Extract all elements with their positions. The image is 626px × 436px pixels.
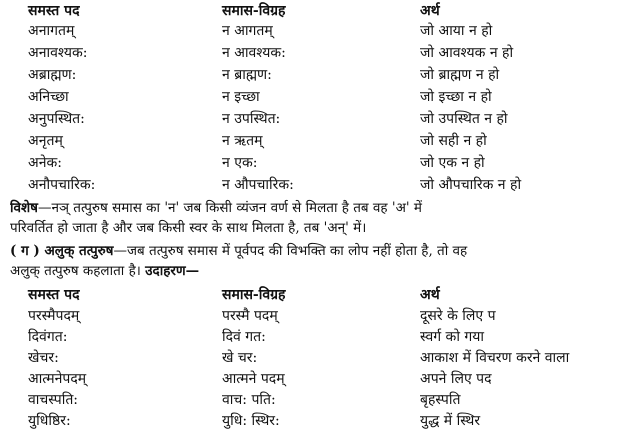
header-samas-vigrah: समास-विग्रह <box>222 287 286 303</box>
samast-pad: अनुपस्थित: <box>28 111 85 127</box>
aluk-label: ( ग ) अलुक् तत्पुरुष <box>10 243 114 259</box>
table-row <box>0 176 626 195</box>
samast-pad: अनेक: <box>28 155 62 171</box>
table-row <box>0 370 626 389</box>
example-label: उदाहरण— <box>145 263 200 279</box>
samast-pad: खेचर: <box>28 350 59 366</box>
table-row <box>0 307 626 326</box>
table-row <box>0 349 626 368</box>
aluk-definition-line1 <box>10 241 620 261</box>
table-row <box>0 412 626 431</box>
arth: युद्ध में स्थिर <box>420 413 481 429</box>
samas-vigrah: न एक: <box>222 155 258 171</box>
samas-vigrah: न ऋतम् <box>222 133 263 149</box>
table-row <box>0 44 626 63</box>
arth: जो एक न हो <box>420 155 485 171</box>
vishesh-text-1: —नञ् तत्पुरुष समास का 'न' जब किसी व्यंजन वर्ण से मिलता है तब वह 'अ' में <box>38 200 422 216</box>
arth: जो आवश्यक न हो <box>420 45 514 61</box>
samas-vigrah: न उपस्थित: <box>222 111 281 127</box>
samas-vigrah: न आवश्यक: <box>222 45 286 61</box>
samas-vigrah: न आगतम् <box>222 23 273 39</box>
samast-pad: वाचस्पति: <box>28 392 79 408</box>
samas-vigrah: न ब्राह्मण: <box>222 67 272 83</box>
header-samas-vigrah: समास-विग्रह <box>222 3 286 19</box>
arth: जो औपचारिक न हो <box>420 177 522 193</box>
samast-pad: अनौपचारिक: <box>28 177 96 193</box>
samast-pad: अनृतम् <box>28 133 63 149</box>
samast-pad: अनिच्छा <box>28 89 69 105</box>
table-row <box>0 22 626 41</box>
arth: जो इच्छा न हो <box>420 89 492 105</box>
vishesh-text-2: परिवर्तित हो जाता है और जब किसी स्वर के साथ मिलता है, तब 'अन्' में। <box>10 220 367 236</box>
arth: बृहस्पति <box>420 392 461 408</box>
arth: जो ब्राह्मण न हो <box>420 67 500 83</box>
samas-vigrah: खे चर: <box>222 350 258 366</box>
table-row <box>0 66 626 85</box>
table1-header <box>0 2 626 21</box>
arth: आकाश में विचरण करने वाला <box>420 350 570 366</box>
samast-pad: अनावश्यक: <box>28 45 88 61</box>
samas-vigrah: आत्मने पदम् <box>222 371 285 387</box>
vishesh-note-line2 <box>10 218 620 238</box>
samast-pad: दिवंगत: <box>28 329 68 345</box>
aluk-text-1: —जब तत्पुरुष समास में पूर्वपद की विभक्ति का लोप नहीं होता है, तो वह <box>113 243 468 259</box>
samas-vigrah: न औपचारिक: <box>222 177 294 193</box>
samas-vigrah: वाच: पति: <box>222 392 276 408</box>
samas-vigrah: युधि: स्थिर: <box>222 413 280 429</box>
samast-pad: अब्राह्मण: <box>28 67 77 83</box>
arth: जो सही न हो <box>420 133 487 149</box>
samas-vigrah: दिवं गत: <box>222 329 266 345</box>
samast-pad: आत्मनेपदम् <box>28 371 87 387</box>
header-samast-pad: समस्त पद <box>28 287 80 303</box>
aluk-definition-line2 <box>10 261 620 281</box>
samast-pad: अनागतम् <box>28 23 75 39</box>
table2-header <box>0 286 626 305</box>
arth: स्वर्ग को गया <box>420 329 485 345</box>
header-samast-pad: समस्त पद <box>28 3 80 19</box>
vishesh-note-line1 <box>10 198 620 218</box>
samas-vigrah: न इच्छा <box>222 89 260 105</box>
arth: जो उपस्थित न हो <box>420 111 508 127</box>
table-row <box>0 88 626 107</box>
table-row <box>0 391 626 410</box>
aluk-text-2: अलुक् तत्पुरुष कहलाता है। <box>10 263 141 279</box>
samast-pad: युधिष्ठिर: <box>28 413 71 429</box>
header-arth: अर्थ <box>420 287 440 303</box>
table-row <box>0 154 626 173</box>
arth: जो आया न हो <box>420 23 493 39</box>
arth: अपने लिए पद <box>420 371 492 387</box>
header-arth: अर्थ <box>420 3 440 19</box>
samast-pad: परस्मैपदम् <box>28 308 80 324</box>
arth: दूसरे के लिए प <box>420 308 496 324</box>
samas-vigrah: परस्मै पदम् <box>222 308 278 324</box>
table-row <box>0 110 626 129</box>
vishesh-label: विशेष <box>10 200 38 216</box>
table-row <box>0 132 626 151</box>
table-row <box>0 328 626 347</box>
